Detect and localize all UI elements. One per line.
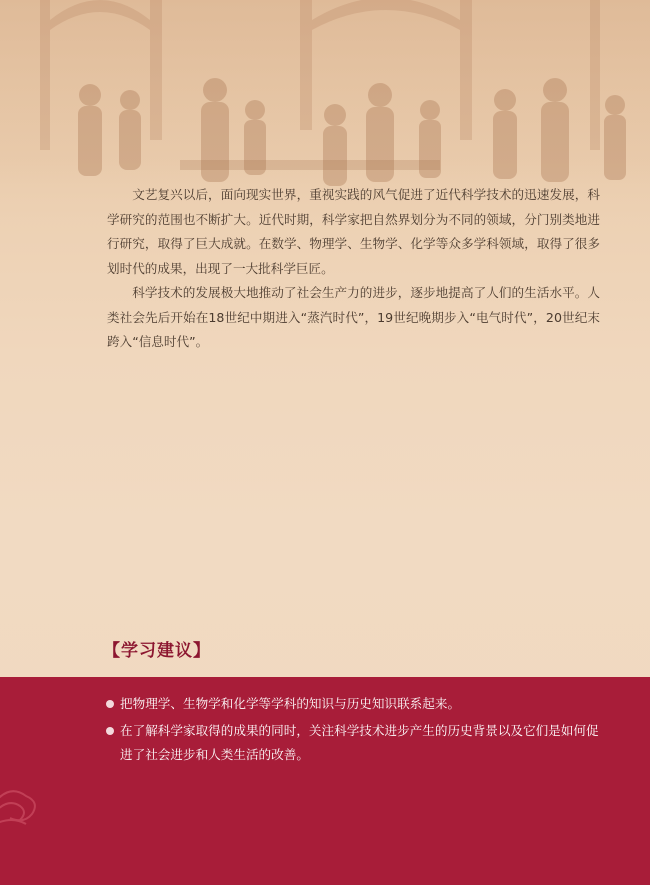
list-item <box>106 719 601 768</box>
paragraph-renaissance-science: 文艺复兴以后，面向现实世界，重视实践的风气促进了近代科学技术的迅速发展，科学研究的范围也不断扩大。近代时期，科学家把自然界划分为不同的领域，分门别类地进行研究，取得了巨大成就。在数学、物理学、生物学、化学等众多学科领域，取得了很多划时代的成果，出现了一大批科学巨匠。 <box>107 187 600 276</box>
suggestion-text: 把物理学、生物学和化学等学科的知识与历史知识联系起来。 <box>120 696 461 711</box>
study-suggestions-heading: 【学习建议】 <box>103 641 211 661</box>
suggestion-text: 在了解科学家取得的成果的同时，关注科学技术进步产生的历史背景以及它们是如何促进了社会进步和人类生活的改善。 <box>120 722 599 762</box>
paragraph-technology-progress: 科学技术的发展极大地推动了社会生产力的进步，逐步地提高了人们的生活水平。人类社会先后开始在18世纪中期进入“蒸汽时代”，19世纪晚期步入“电气时代”，20世纪末跨入“信息时代”。 <box>107 285 600 349</box>
bullet-icon <box>106 727 114 735</box>
main-text <box>107 183 600 355</box>
list-item <box>106 692 601 717</box>
cloud-ornament-icon <box>0 772 45 832</box>
bullet-icon <box>106 700 114 708</box>
suggestions-list <box>106 692 601 770</box>
